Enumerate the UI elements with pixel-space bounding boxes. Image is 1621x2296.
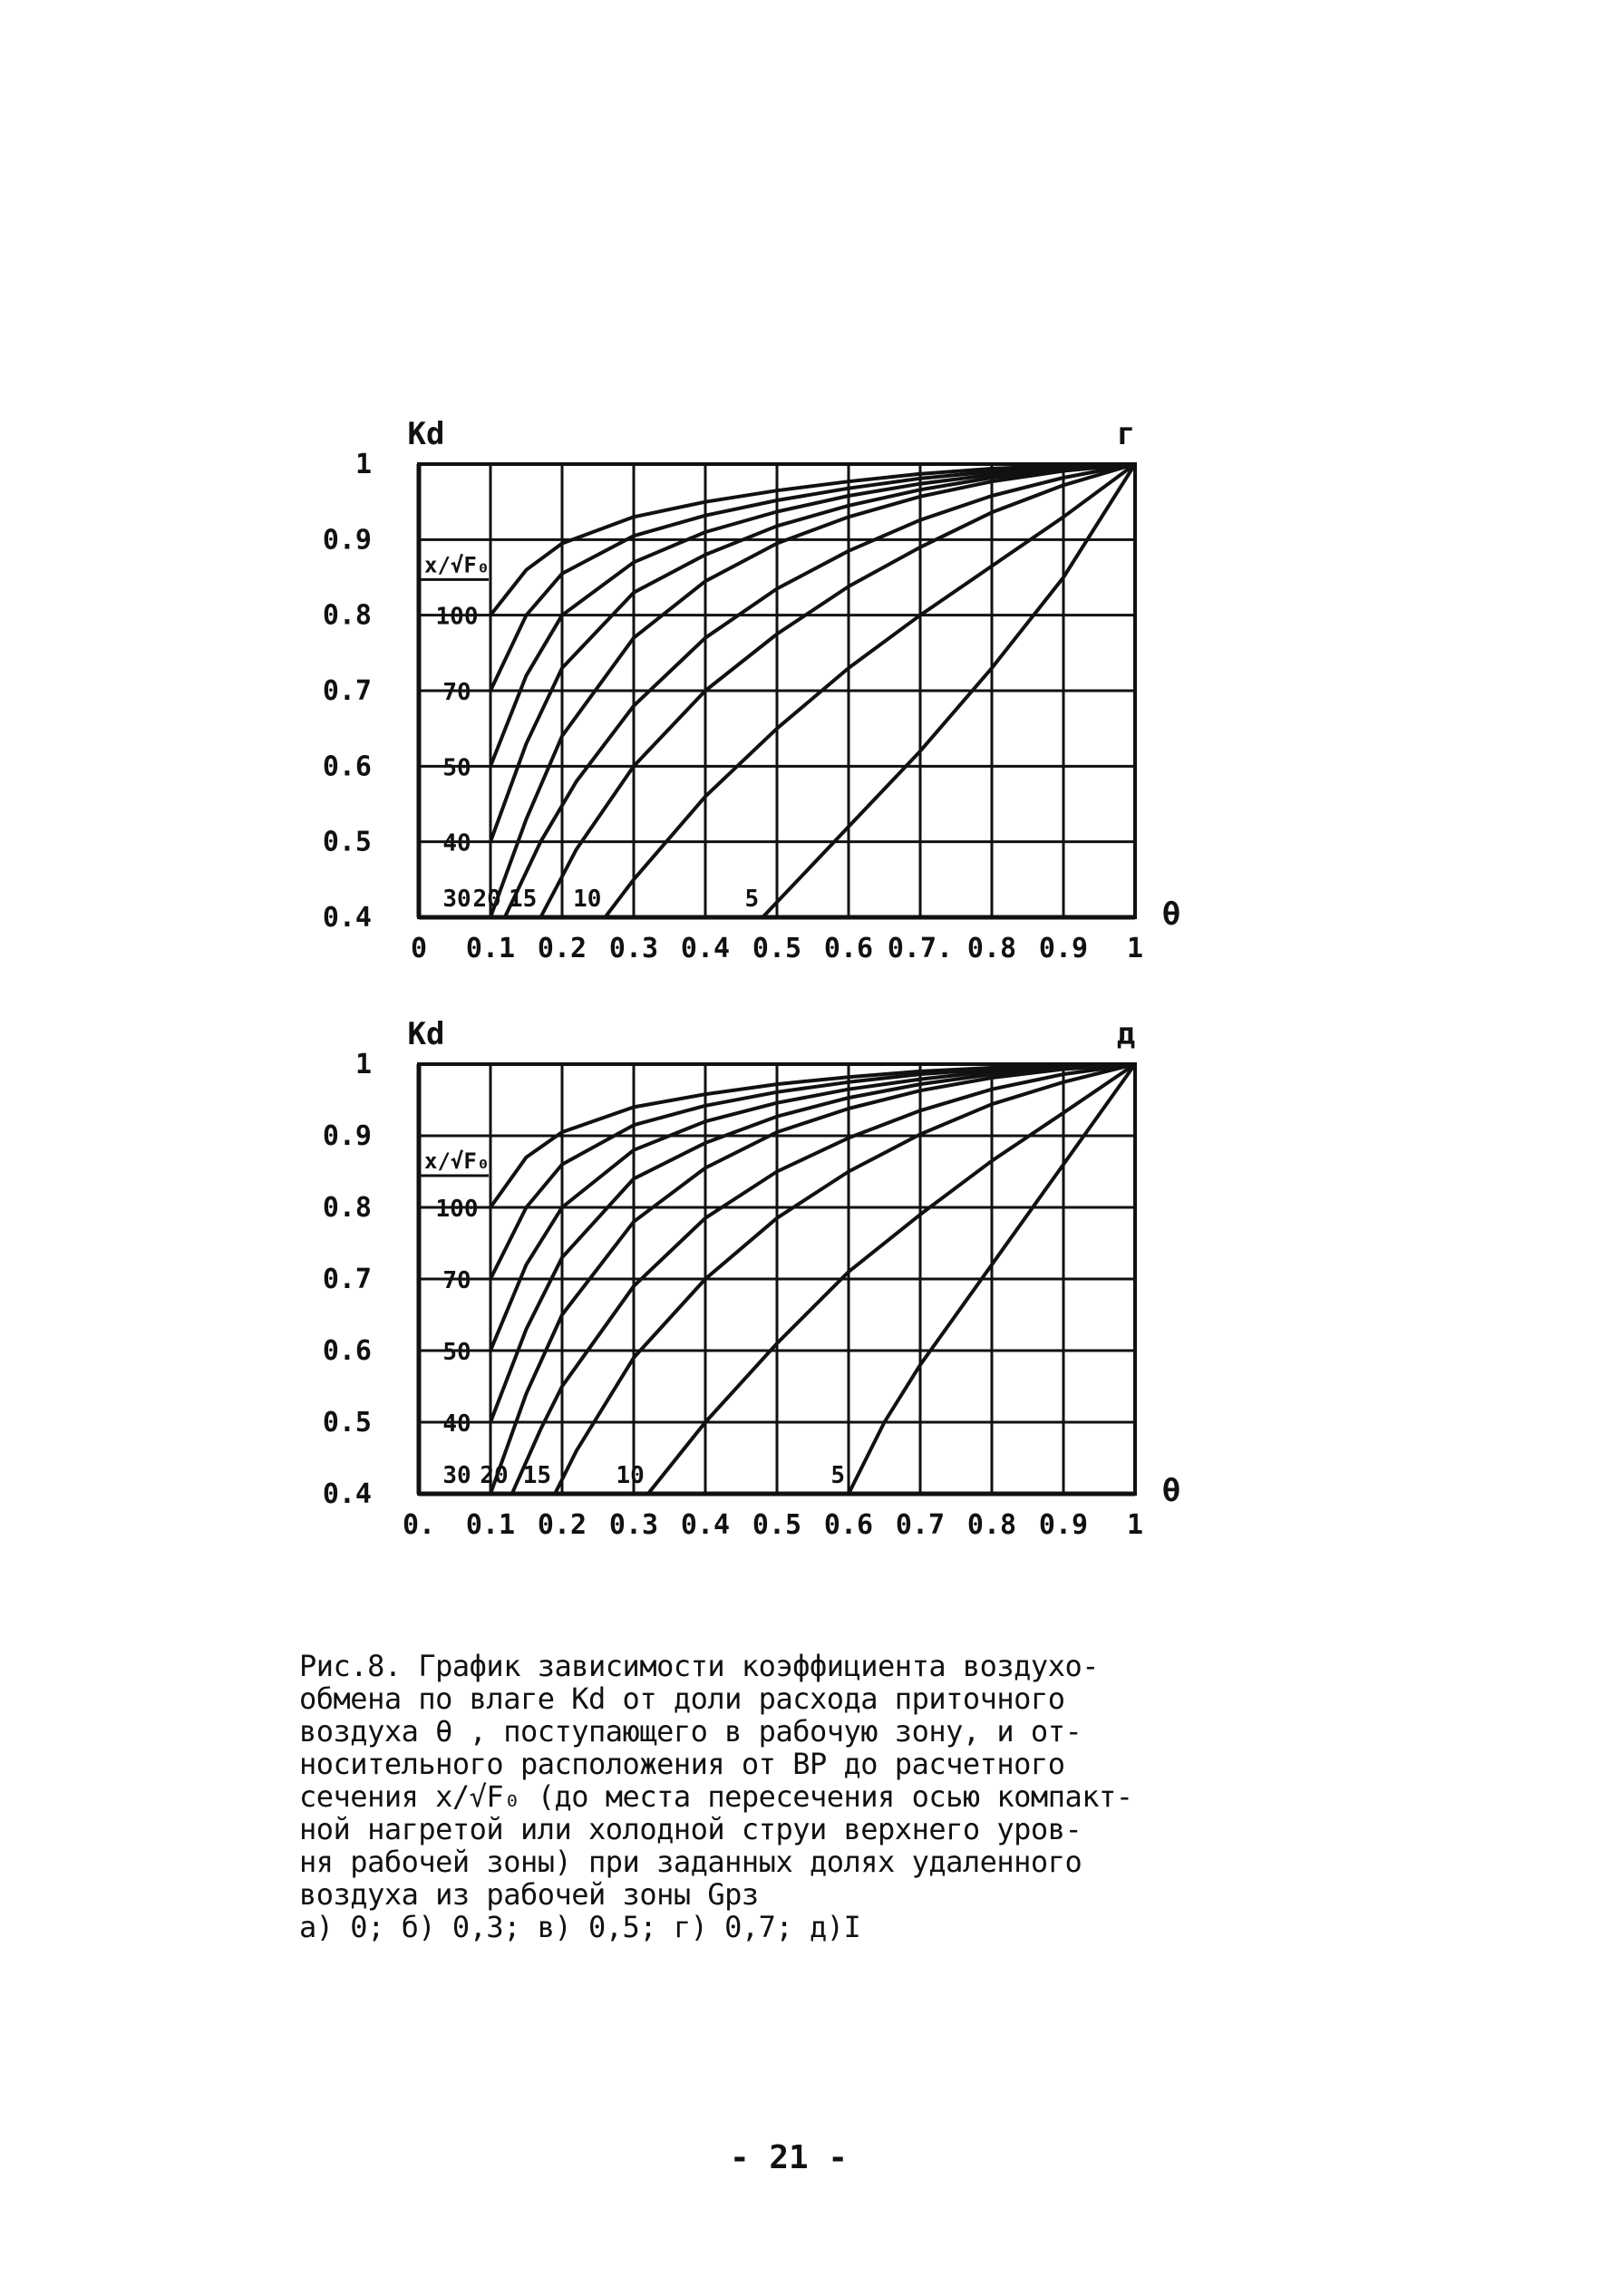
x-tick-label: 0.7. bbox=[887, 933, 954, 964]
x-tick-label: 0. bbox=[402, 1509, 436, 1541]
y-tick-label: 0.9 bbox=[322, 1120, 372, 1152]
x-tick-label: 1 bbox=[1126, 933, 1144, 964]
y-tick-label: 0.6 bbox=[322, 751, 372, 783]
page-number: - 21 - bbox=[729, 2139, 849, 2176]
x-axis-title: θ bbox=[1161, 1473, 1181, 1509]
x-tick-label: 0.1 bbox=[465, 933, 516, 964]
y-axis-title: Kd bbox=[407, 1016, 445, 1052]
x-tick-label: 0.9 bbox=[1038, 933, 1089, 964]
series-label-30: 30 bbox=[442, 886, 471, 913]
x-tick-label: 0.8 bbox=[966, 933, 1017, 964]
x-tick-label: 0.2 bbox=[537, 933, 587, 964]
x-tick-label: 0.8 bbox=[966, 1509, 1017, 1541]
y-tick-label: 0.4 bbox=[322, 902, 372, 934]
y-axis-title: Kd bbox=[407, 416, 445, 452]
series-label-5: 5 bbox=[744, 886, 760, 913]
y-tick-label: 0.4 bbox=[322, 1478, 372, 1510]
series-label-5: 5 bbox=[830, 1462, 845, 1489]
y-tick-label: 0.9 bbox=[322, 524, 372, 557]
series-label-15: 15 bbox=[522, 1462, 552, 1489]
parameter-label: x/√F₀ bbox=[424, 552, 490, 578]
x-tick-label: 0.6 bbox=[823, 1509, 874, 1541]
panel-letter: г bbox=[1116, 416, 1136, 452]
x-tick-label: 0.3 bbox=[608, 933, 659, 964]
series-curve-70 bbox=[490, 464, 1135, 691]
series-label-40: 40 bbox=[442, 829, 471, 857]
series-label-10: 10 bbox=[616, 1462, 645, 1489]
x-tick-label: 0.1 bbox=[465, 1509, 516, 1541]
series-label-40: 40 bbox=[442, 1410, 471, 1438]
y-tick-label: 1 bbox=[354, 449, 372, 480]
series-label-10: 10 bbox=[573, 886, 602, 913]
x-tick-label: 0.4 bbox=[680, 1509, 731, 1541]
x-tick-label: 0.3 bbox=[608, 1509, 659, 1541]
figure-caption: Рис.8. График зависимости коэффициента воздухо- обмена по влаге Кd от доли расхода приточного воздуха θ , поступающего в рабочую зону, и от- носительного расположения от ВР до расчетного сечения x/√F₀ (до места пересечения осью компакт- ной нагретой или холодной струи верхнего уров- ня рабочей зоны) при заданных долях удаленного воздуха из рабочей зоны Gрз а) 0; б) 0,3; в) 0,5; г) 0,7; д)I bbox=[299, 1649, 1133, 1944]
y-tick-label: 0.5 bbox=[322, 1407, 372, 1439]
chart-panel-d bbox=[323, 1016, 1180, 1541]
series-label-100: 100 bbox=[435, 1196, 479, 1223]
series-label-15: 15 bbox=[508, 886, 538, 913]
x-tick-label: 0 bbox=[410, 933, 428, 964]
y-tick-label: 0.5 bbox=[322, 826, 372, 858]
series-label-70: 70 bbox=[442, 679, 471, 706]
x-tick-label: 1 bbox=[1126, 1509, 1144, 1541]
chart-panel-g bbox=[323, 416, 1180, 964]
series-curve-40 bbox=[490, 1064, 1135, 1422]
parameter-label: x/√F₀ bbox=[424, 1148, 490, 1174]
series-curve-40 bbox=[490, 464, 1135, 842]
y-tick-label: 0.8 bbox=[322, 1192, 372, 1224]
series-label-100: 100 bbox=[435, 603, 479, 631]
y-tick-label: 0.7 bbox=[322, 1264, 372, 1295]
x-tick-label: 0.2 bbox=[537, 1509, 587, 1541]
y-tick-label: 0.6 bbox=[322, 1335, 372, 1367]
x-tick-label: 0.5 bbox=[752, 933, 802, 964]
x-tick-label: 0.7 bbox=[895, 1509, 946, 1541]
y-tick-label: 0.7 bbox=[322, 675, 372, 707]
x-axis-title: θ bbox=[1161, 896, 1181, 933]
x-tick-label: 0.4 bbox=[680, 933, 731, 964]
series-label-50: 50 bbox=[442, 1339, 471, 1366]
series-label-70: 70 bbox=[442, 1267, 471, 1294]
y-tick-label: 0.8 bbox=[322, 599, 372, 632]
x-tick-label: 0.6 bbox=[823, 933, 874, 964]
series-label-30: 30 bbox=[442, 1462, 471, 1489]
y-tick-label: 1 bbox=[354, 1049, 372, 1080]
series-label-20: 20 bbox=[480, 1462, 509, 1489]
x-tick-label: 0.5 bbox=[752, 1509, 802, 1541]
x-tick-label: 0.9 bbox=[1038, 1509, 1089, 1541]
panel-letter: д bbox=[1116, 1016, 1136, 1052]
series-label-50: 50 bbox=[442, 754, 471, 782]
series-label-20: 20 bbox=[472, 886, 501, 913]
